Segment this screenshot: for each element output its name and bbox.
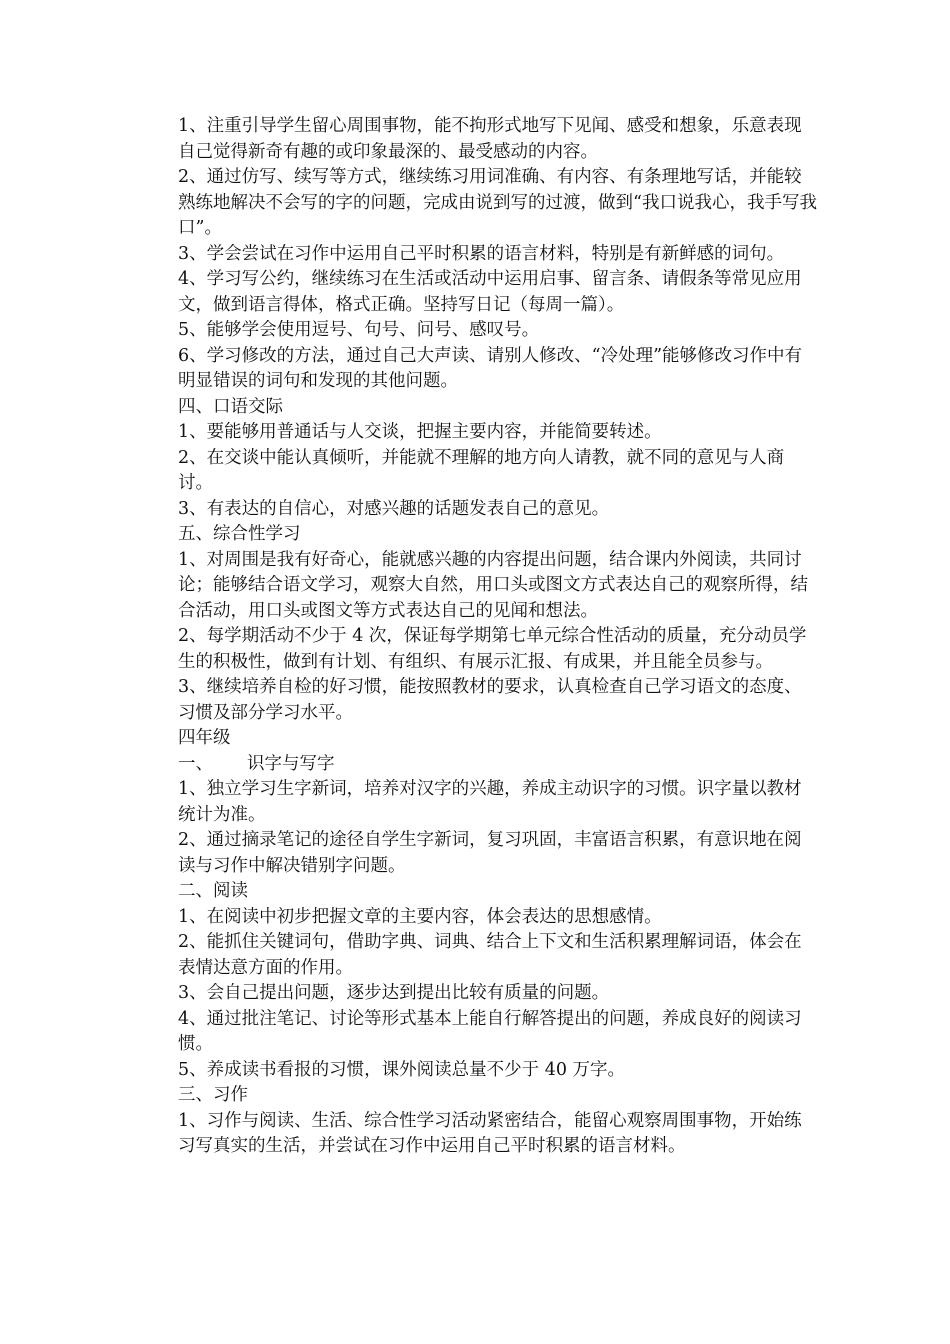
paragraph: 1、在阅读中初步把握文章的主要内容，体会表达的思想感情。	[178, 906, 662, 927]
paragraph: 2、在交谈中能认真倾听，并能就不理解的地方向人请教，就不同的意见与人商讨。	[178, 447, 785, 493]
document-body	[178, 114, 818, 1160]
section-heading: 四、口语交际	[178, 396, 283, 417]
section-heading	[178, 752, 818, 778]
paragraph: 2、能抓住关键词句，借助字典、词典、结合上下文和生活积累理解词语，体会在表情达意方面的作用。	[178, 932, 802, 978]
heading-title: 识字与写字	[247, 753, 335, 774]
grade-heading: 四年级	[178, 728, 231, 748]
section-heading: 五、综合性学习	[178, 524, 301, 544]
section-heading: 二、阅读	[178, 881, 248, 901]
heading-numeral: 一、	[178, 753, 213, 774]
paragraph: 1、对周围是我有好奇心，能就感兴趣的内容提出问题，结合课内外阅读，共同讨论；能够结合语文学习，观察大自然，用口头或图文方式表达自己的观察所得，结合活动，用口头或图文等方式表达自己的见闻和想法。	[178, 549, 808, 621]
paragraph: 4、学习写公约，继续练习在生活或活动中运用启事、留言条、请假条等常见应用文，做到语言得体，格式正确。坚持写日记（每周一篇）。	[178, 269, 802, 315]
section-heading: 三、习作	[178, 1085, 248, 1105]
paragraph: 5、能够学会使用逗号、句号、问号、感叹号。	[178, 320, 540, 340]
paragraph: 2、通过摘录笔记的途径自学生字新词，复习巩固，丰富语言积累，有意识地在阅读与习作中解决错别字问题。	[178, 830, 802, 876]
paragraph: 3、有表达的自信心，对感兴趣的话题发表自己的意见。	[178, 498, 610, 519]
paragraph: 6、学习修改的方法，通过自己大声读、请别人修改、“冷处理”能够修改习作中有明显错误的词句和发现的其他问题。	[178, 345, 803, 391]
paragraph: 5、养成读书看报的习惯，课外阅读总量不少于 40 万字。	[178, 1059, 626, 1080]
paragraph: 3、继续培养自检的好习惯，能按照教材的要求，认真检查自己学习语文的态度、习惯及部分学习水平。	[178, 677, 802, 723]
paragraph: 3、学会尝试在习作中运用自己平时积累的语言材料，特别是有新鲜感的词句。	[178, 243, 785, 264]
paragraph: 4、通过批注笔记、讨论等形式基本上能自行解答提出的问题，养成良好的阅读习惯。	[178, 1008, 802, 1054]
paragraph: 1、注重引导学生留心周围事物，能不拘形式地写下见闻、感受和想象，乐意表现自己觉得新奇有趣的或印象最深的、最受感动的内容。	[178, 116, 802, 162]
paragraph: 3、会自己提出问题，逐步达到提出比较有质量的问题。	[178, 983, 610, 1003]
paragraph: 1、习作与阅读、生活、综合性学习活动紧密结合，能留心观察周围事物，开始练习写真实的生活，并尝试在习作中运用自己平时积累的语言材料。	[178, 1110, 802, 1156]
paragraph: 1、要能够用普通话与人交谈，把握主要内容，并能简要转述。	[178, 422, 662, 442]
paragraph: 2、每学期活动不少于 4 次，保证每学期第七单元综合性活动的质量，充分动员学生的积极性，做到有计划、有组织、有展示汇报、有成果，并且能全员参与。	[178, 626, 807, 672]
paragraph: 1、独立学习生字新词，培养对汉字的兴趣，养成主动识字的习惯。识字量以教材统计为准。	[178, 779, 802, 825]
paragraph: 2、通过仿写、续写等方式，继续练习用词准确、有内容、有条理地写话，并能较熟练地解决不会写的字的问题，完成由说到写的过渡，做到“我口说我心，我手写我口”。	[178, 167, 817, 238]
